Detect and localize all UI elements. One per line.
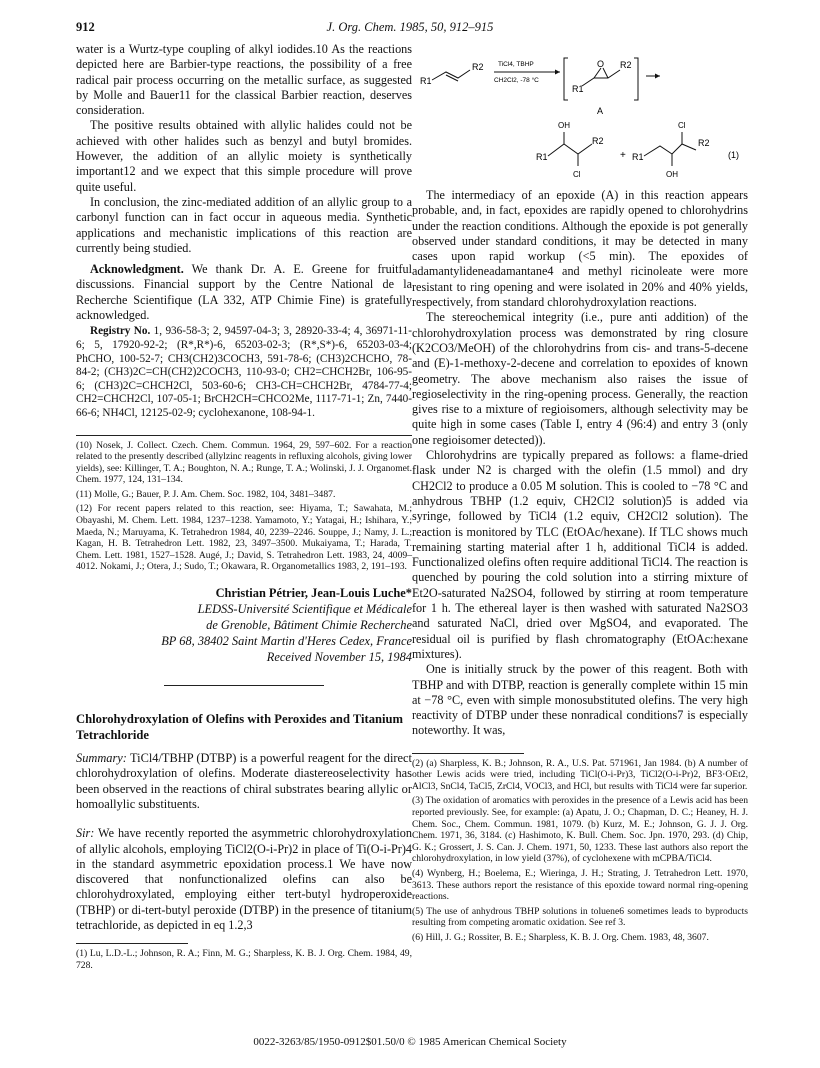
plus-sign: + <box>620 150 626 161</box>
affiliation-line-2: de Grenoble, Bâtiment Chimie Recherche <box>206 618 412 633</box>
registry-numbers <box>76 325 412 420</box>
author-names: Christian Pétrier, Jean-Louis Luche* <box>215 586 412 601</box>
footnote-6: (6) Hill, J. G.; Rossiter, B. E.; Sharpless, K. B. J. Org. Chem. 1983, 48, 3607. <box>412 932 709 943</box>
equation-number: (1) <box>728 150 739 160</box>
sir-paragraph <box>76 826 412 933</box>
product1-r2: R2 <box>592 136 604 146</box>
footnote-5: (5) The use of anhydrous TBHP solutions in toluene6 sometimes leads to byproducts resulting from competing aromatic oxidation. See ref 3. <box>412 905 748 929</box>
footnote-rule-2 <box>76 943 188 944</box>
right-footnote-rule <box>412 753 524 754</box>
footnote-2: (2) (a) Sharpless, K. B.; Johnson, R. A., U.S. Pat. 571961, Jan 1984. (b) A number of other Lewis acids were tried, including TiCl(O-i-Pr)3, TiCl2(O-i-Pr)2, BF3·OEt2, AlCl3, SnCl4, TaCl5, ZrCl4, VOCl3, and HCl, but results with TiCl4 were far superior. <box>412 757 748 792</box>
right-paragraph-1: The intermediacy of an epoxide (A) in this reaction appears probable, and, in fact, epoxides are rapidly opened to chlorohydrins under the reaction conditions. Although the epoxide is pot generally observed under standard conditions, it may be detected in many cases upon rapid workup (<5 min). The epoxides of adamantylideneadamantane4 and methyl ricinoleate were more resistant to ring opening and were isolated in 20% and 40% yields, respectively, from standard chlorohydroxylation reactions. <box>412 188 748 310</box>
olefin-r2: R2 <box>472 62 484 72</box>
arrow-head-icon <box>555 70 560 75</box>
epoxide-oxygen: O <box>597 59 605 69</box>
product2-r2: R2 <box>698 138 710 148</box>
right-paragraph-3: Chlorohydrins are typically prepared as follows: a flame-dried flask under N2 is charged with the olefin (1.5 mmol) and dry CH2Cl2 to produce a 0.05 M solution. This is cooled to −78 °C and anhydrous TBHP (1.2 equiv, CH2Cl2 solution)5 is added via syringe, followed by TiCl4 (1.2 equiv, CH2Cl2 solution). The reaction is monitored by TLC (EtOAc/hexane). If TLC shows much remaining starting material after 1 h, additional TiCl4 is added. Functionalized olefins often require additional TiCl4. The reaction is quenched by pouring the cold solution into a stirring mixture of Et2O-saturated Na2SO4, followed by stirring at room temperature for 1 h. The ethereal layer is then washed with saturated Na2SO3 and saturated NaCl, dried over MgSO4, and evaporated. The residual oil is purified by flash chromatography (EtOAc:hexane mixtures). <box>412 448 748 661</box>
left-column <box>76 42 412 971</box>
footnote-10: (10) Nosek, J. Collect. Czech. Chem. Commun. 1964, 29, 597–602. For a reaction related to the presently described (allylzinc reagents in refluxing alcohols, giving lower yields), see: Killinger, T. A.; Boughton, N. A.; Runge, T. A.; Wolinski, J. J. Organomet. Chem. 1977, 124, 131–134. <box>76 439 412 486</box>
acknowledgment-text: We thank Dr. A. E. Greene for fruitful discussions. Financial support by the Centre National de la Recherche Scientifique (LA 332, ATP Chimie Fine) is gratefully acknowledged. <box>76 262 413 323</box>
summary-label: Summary: <box>76 751 127 766</box>
reaction-scheme <box>412 42 748 188</box>
reaction-scheme-drawing <box>412 42 748 188</box>
affiliation-line-1: LEDSS-Université Scientifique et Médicale <box>197 602 412 617</box>
product1-cl: Cl <box>573 170 581 179</box>
summary <box>76 751 412 812</box>
epoxide-r1: R1 <box>572 84 584 94</box>
registry-label: Registry No. <box>90 325 151 338</box>
footnote-4: (4) Wynberg, H.; Boelema, E.; Wieringa, J. H.; Strating, J. Tetrahedron Lett. 1970, 3613. These authors report the resistance of this epoxide toward normal ring-opening reactions. <box>412 868 748 903</box>
epoxide-ring-1 <box>594 68 601 78</box>
left-paragraph-1: water is a Wurtz-type coupling of alkyl iodides.10 As the reactions depicted here are Barbier-type reactions, the possibility of a free radical pair process occurring on the metallic surface, as suggested by Molle and Bauer11 for the classical Barbier reaction, deserves consideration. <box>76 42 412 118</box>
page-header <box>76 20 744 38</box>
bracket-right <box>634 58 638 100</box>
bracket-left <box>564 58 568 100</box>
product2-oh: OH <box>666 170 678 179</box>
epoxide-ring-2 <box>603 68 608 78</box>
footnote-12: (12) For recent papers related to this reaction, see: Hiyama, T.; Sawahata, M.; Obayashi, M. Chem. Lett. 1984, 1237–1238. Yamamoto, Y.; Yatagai, H.; Ishihara, Y.; Maeda, N.; Maruyama, K. Tetrahedron 1984, 40, 2239–2246. Souppe, J.; Namy, J. L.; Kagan, H. B. Tetrahedron Lett. 1982, 23, 3497–3500. Mukaiyama, T.; Harada, T. Chem. Lett. 1981, 1527–1528. Augé, J.; David, S. Tetrahedron Lett. 1983, 24, 4009–4012. Nokami, J.; Otera, J.; Sudo, T.; Okawara, R. Organometallics 1983, 2, 191–193. <box>76 503 412 573</box>
olefin-r1: R1 <box>420 76 432 86</box>
product2-chain <box>644 144 696 156</box>
sir-text: We have recently reported the asymmetric chlorohydroxylation of allylic alcohols, employing TiCl2(O-i-Pr)2 in place of Ti(O-i-Pr)4 in the standard asymmetric epoxidation process.1 We have now discovered that nonfunctionalized olefins can also be chlorohydroxylated, employing either tert-butyl hydroperoxide (TBHP) or di-tert-butyl peroxide (DTBP) in the presence of titanium tetrachloride, as depicted in eq 1.2,3 <box>76 826 412 932</box>
epoxide-bonds <box>582 70 620 86</box>
summary-text: TiCl4/TBHP (DTBP) is a powerful reagent for the direct chlorohydroxylation of olefins. Moderate diastereoselectivity has been observed in the reactions of chiral substrates bearing allylic or homoallylic substituents. <box>76 751 412 811</box>
registry-text: 1, 936-58-3; 2, 94597-04-3; 3, 28920-33-4; 4, 36971-11-6; 5, 17920-92-2; (R*,R*)-6, 65203-02-3; (R*,S*)-6, 65203-03-4; PhCHO, 100-52-7; CH3(CH2)3COCH3, 591-78-6; (CH3)2CHCHO, 78-84-2; (CH3)2C=CH(CH2)2COCH3, 110-93-0; CH2=CHCH2Br, 106-95-6; (CH3)2C=CHCH2Cl, 503-60-6; CH3-CH=CHCH2Br, 4784-77-4; CH2=CHCH2Cl, 107-05-1; BrCH2CH=CHCO2Me, 1117-71-1; Zn, 7440-66-6; NH4Cl, 12125-02-9; cyclohexanone, 108-94-1. <box>76 325 412 419</box>
left-paragraph-2: The positive results obtained with allylic halides could not be achieved with other halides such as benzyl and butyl bromides. However, the addition of an allylic moiety is synthetically important12 and we expect that this simple procedure will prove quite useful. <box>76 118 412 194</box>
footnote-11: (11) Molle, G.; Bauer, P. J. Am. Chem. Soc. 1982, 104, 3481–3487. <box>76 488 336 500</box>
olefin-double-bond <box>446 75 458 81</box>
sir-label: Sir: <box>76 826 95 841</box>
acknowledgment <box>76 262 412 323</box>
footnote-rule <box>76 435 412 436</box>
product1-oh: OH <box>558 121 570 130</box>
article-separator <box>164 685 324 686</box>
label-a: A <box>597 106 604 116</box>
epoxide-r2: R2 <box>620 60 632 70</box>
reagent-top: TiCl4, TBHP <box>498 61 534 68</box>
second-arrow-head-icon <box>655 74 660 79</box>
footnote-3: (3) The oxidation of aromatics with peroxides in the presence of a Lewis acid has been reported previously. See, for example: (a) Apatu, J. O.; Chapman, D. C.; Heaney, H. J. Chem. Soc., Chem. Commun. 1981, 1079. (b) Kurz, M. E.; Johnson, G. J. J. Org. Chem. 1971, 36, 3184. (c) Hashimoto, K. Bull. Chem. Soc. Jpn. 1970, 293. (d) Chip, G. K.; Grossert, J. S. Can. J. Chem. 1971, 50, 1233. These last authors also report the chlorohydroxylation, in low yield (37%), of cyclohexene with mCPBA/TiCl4. <box>412 795 748 865</box>
running-title: J. Org. Chem. 1985, 50, 912–915 <box>326 20 494 34</box>
right-paragraph-2: The stereochemical integrity (i.e., pure anti addition) of the chlorohydroxylation process was demonstrated by ring closure (K2CO3/MeOH) of the chlorohydrins from cis- and trans-5-decene and (E)-1-methoxy-2-decene and correlation to epoxides of known geometry. The above mechanism also raises the issue of regioselectivity in the ring-opening process. Generally, the reaction gives rise to a mixture of regioisomers, although selectivity may be quite high in some cases (Table I, entry 4 (96:4) and entry 3 (only one regioisomer detected)). <box>412 310 748 447</box>
right-column <box>412 42 748 944</box>
left-paragraph-3: In conclusion, the zinc-mediated addition of an allylic group to a carbonyl function can in fact occur in aqueous media. Synthetic applications and mechanistic implications of this reaction are currently being studied. <box>76 194 412 255</box>
acknowledgment-label: Acknowledgment. <box>90 262 184 277</box>
product1-chain <box>548 144 592 156</box>
copyright-footer: 0022-3263/85/1950-0912$01.50/0 © 1985 American Chemical Society <box>253 1036 567 1048</box>
received-date: Received November 15, 1984 <box>266 650 412 665</box>
product2-cl: Cl <box>678 121 686 130</box>
article-title: Chlorohydroxylation of Olefins with Peroxides and Titanium Tetrachloride <box>76 712 404 742</box>
footnote-1: (1) Lu, L.D.-L.; Johnson, R. A.; Finn, M. G.; Sharpless, K. B. J. Org. Chem. 1984, 49, 728. <box>76 948 412 971</box>
author-block <box>76 585 412 665</box>
reagent-bottom: CH2Cl2, -78 °C <box>494 77 539 84</box>
product1-r1: R1 <box>536 152 548 162</box>
affiliation-line-3: BP 68, 38402 Saint Martin d'Heres Cedex, France <box>161 634 412 649</box>
olefin-bond <box>432 70 470 80</box>
right-paragraph-4: One is initially struck by the power of this reagent. Both with TBHP and with DTBP, reaction is generally complete within 15 min at −78 °C, even with simple monosubstituted olefins. The very high reactivity of DTBP under these nonradical conditions7 is especially noteworthy. It was, <box>412 662 748 738</box>
product2-r1: R1 <box>632 152 644 162</box>
page-number: 912 <box>76 20 95 34</box>
